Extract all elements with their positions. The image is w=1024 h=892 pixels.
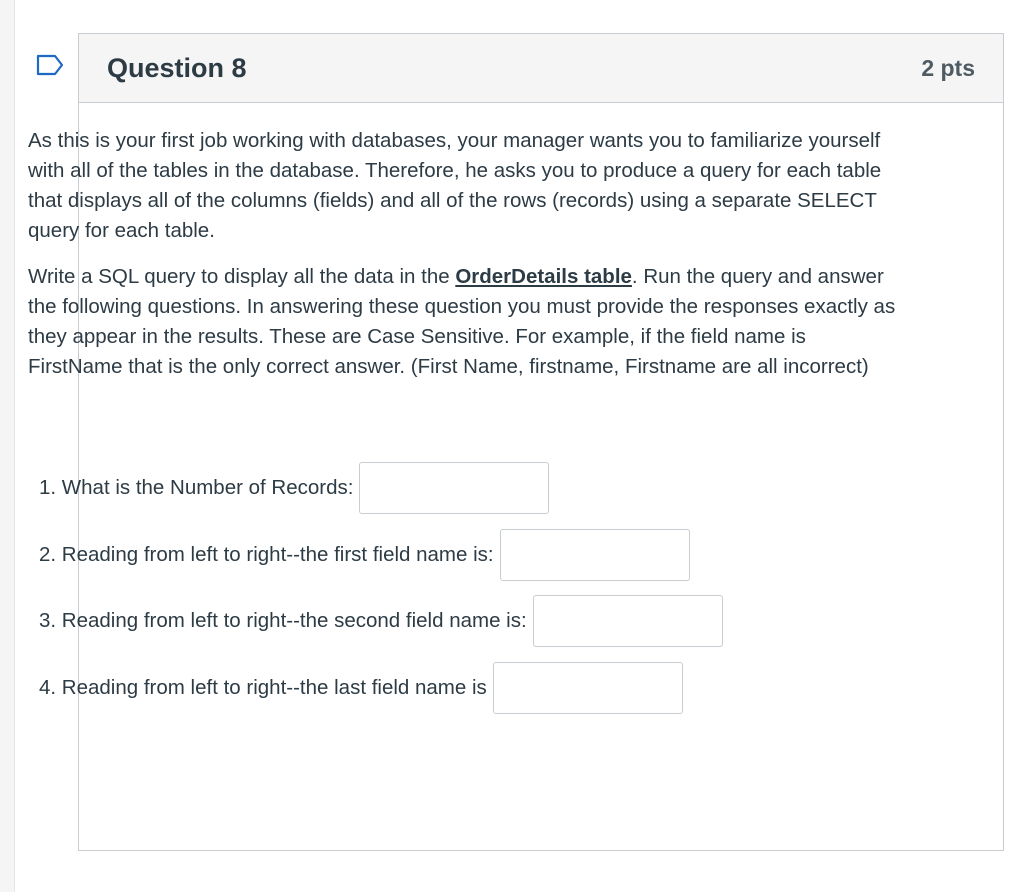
blank-row-2 (39, 529, 690, 581)
table-name-emphasis: OrderDetails table (455, 265, 632, 288)
question-paragraph-2 (28, 262, 900, 382)
question-paragraph-1: As this is your first job working with databases, your manager wants you to familiarize yourself with all of the tables in the database. Therefore, he asks you to produce a query for each table that displays all of the columns (fields) and all of the rows (records) using a separate SELECT query for each table. (28, 129, 882, 242)
paragraph-2-text-before: Write a SQL query to display all the data in the (28, 265, 456, 288)
blank-row-3 (39, 595, 723, 647)
question-text (28, 126, 900, 398)
last-field-name-input[interactable] (493, 662, 683, 714)
question-header (79, 34, 1003, 103)
first-field-name-input[interactable] (500, 529, 690, 581)
bookmark-flag-icon[interactable] (35, 53, 65, 77)
blank-label-3: 3. Reading from left to right--the second field name is: (39, 609, 527, 632)
blank-row-1 (39, 462, 549, 514)
question-title: Question 8 (107, 53, 247, 83)
blank-label-4: 4. Reading from left to right--the last field name is (39, 676, 487, 699)
blank-label-1: 1. What is the Number of Records: (39, 476, 354, 499)
left-gutter (0, 0, 15, 892)
second-field-name-input[interactable] (533, 595, 723, 647)
question-points: 2 pts (921, 55, 975, 81)
blank-row-4 (39, 662, 683, 714)
paragraph-2-text-after: . Run the query and answer the following questions. In answering these question you must provide the responses exactly as they appear in the results. These are Case Sensitive. For example, if the field name is FirstName that is the only correct answer. (First Name, firstname, Firstname are all incorrect) (28, 265, 896, 378)
number-of-records-input[interactable] (359, 462, 549, 514)
blank-label-2: 2. Reading from left to right--the first field name is: (39, 543, 494, 566)
